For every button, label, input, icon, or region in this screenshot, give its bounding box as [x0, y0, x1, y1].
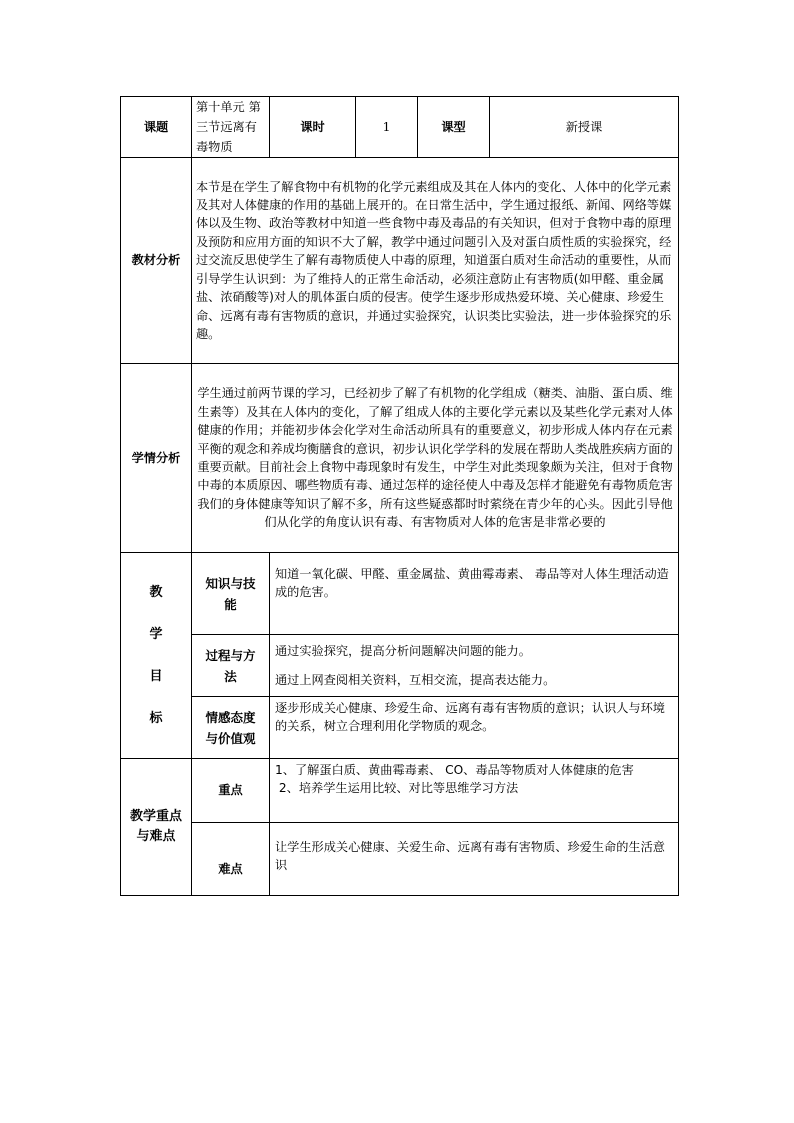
emotion-label: 情感态度与价值观: [192, 697, 270, 759]
goals-label-char: 教: [149, 584, 163, 600]
difficulty-row: [121, 823, 679, 896]
difficult-label: 难点: [192, 823, 270, 896]
difficult-text: 让学生形成关心健康、关爱生命、远离有毒有害物质、珍爱生命的生活意识: [270, 823, 679, 896]
keypoints-label: 教学重点与难点: [121, 759, 192, 896]
lesson-plan-sheet: [120, 96, 678, 896]
material-text: 本节是在学生了解食物中有机物的化学元素组成及其在人体内的变化、人体中的化学元素及其对人体健康的作用的基础上展开的。在日常生活中，学生通过报纸、新闻、网络等媒体以及生物、政治等教材中知道一些食物中毒及毒品的有关知识，但对于食物中毒的原理及预防和应用方面的知识不大了解，教学中通过问题引入及对蛋白质性质的实验探究，经过交流反思使学生了解有毒物质使人中毒的原理，知道蛋白质对生命活动的重要性，从而引导学生认识到：为了维持人的正常生命活动，必须注意防止有害物质(如甲醛、重金属盐、浓硝酸等)对人的肌体蛋白质的侵害。使学生逐步形成热爱环境、关心健康、珍爱生命、远离有毒有害物质的意识，并通过实验探究，认识类比实验法，进一步体验探究的乐趣。: [192, 158, 679, 364]
key-line-1: 1、了解蛋白质、黄曲霉毒素、 CO、毒品等物质对人体健康的危害: [275, 763, 634, 777]
goals-label-char: 学: [149, 626, 163, 642]
period-value: 1: [356, 97, 418, 158]
key-label: 重点: [192, 759, 270, 823]
type-label: 课型: [418, 97, 490, 158]
knowledge-text: 知道一氧化碳、甲醛、重金属盐、黄曲霉毒素、 毒品等对人体生理活动造成的危害。: [270, 553, 679, 635]
process-label: 过程与方法: [192, 635, 270, 697]
key-text: [270, 759, 679, 823]
goals-label-char: 目: [149, 668, 163, 684]
goal-emotion-row: [121, 697, 679, 759]
type-value: 新授课: [490, 97, 679, 158]
topic-value: 第十单元 第三节远离有毒物质: [192, 97, 270, 158]
topic-label: 课题: [121, 97, 192, 158]
goal-knowledge-row: [121, 553, 679, 635]
material-row: [121, 158, 679, 364]
process-line-1: 通过实验探究，提高分析问题解决问题的能力。: [275, 644, 531, 659]
students-row: [121, 364, 679, 553]
lesson-plan-table: [120, 96, 679, 896]
period-label: 课时: [270, 97, 356, 158]
process-text: [270, 635, 679, 697]
knowledge-label: 知识与技能: [192, 553, 270, 635]
process-line-2: 通过上网查阅相关资料，互相交流，提高表达能力。: [275, 672, 556, 687]
keypoint-row: [121, 759, 679, 823]
students-label: 学情分析: [121, 364, 192, 553]
material-label: 教材分析: [121, 158, 192, 364]
goals-label: [121, 553, 192, 759]
students-text: 学生通过前两节课的学习，已经初步了解了有机物的化学组成（糖类、油脂、蛋白质、维生素等）及其在人体内的变化，了解了组成人体的主要化学元素以及某些化学元素对人体健康的作用；并能初步体会化学对生命活动所具有的重要意义，初步形成人体内存在元素平衡的观念和养成均衡膳食的意识，初步认识化学学科的发展在帮助人类战胜疾病方面的重要贡献。目前社会上食物中毒现象时有发生，中学生对此类现象颇为关注，但对于食物中毒的本质原因、哪些物质有毒、通过怎样的途径使人中毒及怎样才能避免有毒物质危害我们的身体健康等知识了解不多，所有这些疑惑都时时萦绕在青少年的心头。因此引导他们从化学的角度认识有毒、有害物质对人体的危害是非常必要的: [192, 364, 679, 553]
goals-label-char: 标: [149, 710, 163, 726]
emotion-text: 逐步形成关心健康、珍爱生命、远离有毒有害物质的意识；认识人与环境的关系，树立合理利用化学物质的观念。: [270, 697, 679, 759]
key-line-2: 2、培养学生运用比较、对比等思维学习方法: [275, 781, 519, 796]
goal-process-row: [121, 635, 679, 697]
header-row: [121, 97, 679, 158]
